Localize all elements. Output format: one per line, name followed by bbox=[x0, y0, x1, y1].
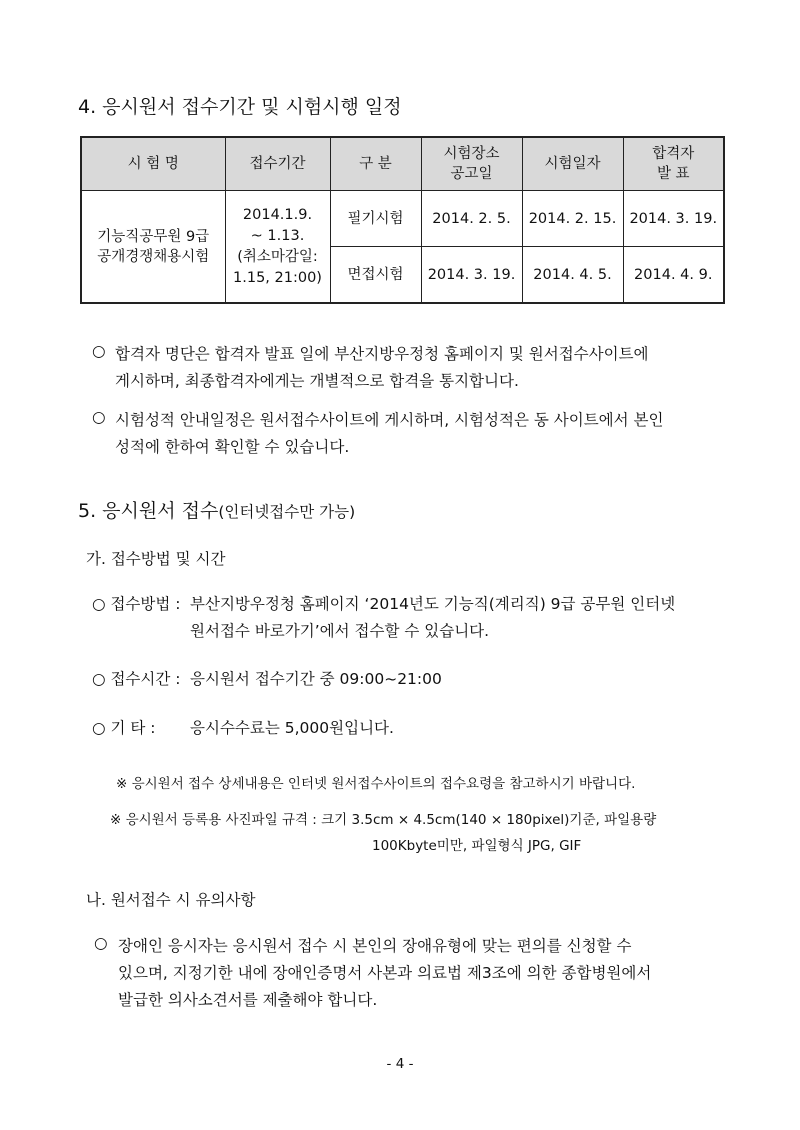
type-cell: 필기시험 bbox=[330, 191, 421, 247]
remark-text: ※ 응시원서 접수 상세내용은 인터넷 원서접수사이트의 접수요령을 참고하시기 바랍니다. bbox=[116, 776, 636, 792]
note-text: 있으며, 지정기한 내에 장애인증명서 사본과 의료법 제3조에 의한 종합병원에서 bbox=[118, 964, 652, 982]
note-text: 성적에 한하여 확인할 수 있습니다. bbox=[115, 438, 350, 456]
venue-cell: 2014. 2. 5. bbox=[421, 191, 522, 247]
time-label: ○ 접수시간 : bbox=[92, 670, 181, 688]
note-bullet: ○ bbox=[92, 342, 106, 360]
header-result: 합격자 발 표 bbox=[623, 137, 724, 191]
section-5-title: 5. 응시원서 접수 bbox=[78, 500, 219, 522]
subsection-b-title: 나. 원서접수 시 유의사항 bbox=[86, 891, 256, 909]
page-number: - 4 - bbox=[386, 1056, 414, 1072]
note-bullet: ○ bbox=[92, 408, 106, 426]
remark-text: 100Kbyte미만, 파일형식 JPG, GIF bbox=[372, 838, 582, 854]
venue-cell: 2014. 3. 19. bbox=[421, 247, 522, 304]
etc-value: 응시수수료는 5,000원입니다. bbox=[190, 719, 394, 737]
result-cell: 2014. 3. 19. bbox=[623, 191, 724, 247]
result-cell: 2014. 4. 9. bbox=[623, 247, 724, 304]
exam-schedule-table bbox=[80, 136, 725, 304]
section-5-heading bbox=[78, 496, 355, 523]
header-exam-name: 시 험 명 bbox=[81, 137, 225, 191]
table-row bbox=[81, 191, 724, 247]
remark-text: ※ 응시원서 등록용 사진파일 규격 : 크기 3.5cm × 4.5cm(140 × 180pixel)기준, 파일용량 bbox=[110, 812, 657, 828]
type-cell: 면접시험 bbox=[330, 247, 421, 304]
method-text: 부산지방우정청 홈페이지 ‘2014년도 기능직(계리직) 9급 공무원 인터넷 bbox=[190, 595, 676, 613]
table-header-row bbox=[81, 137, 724, 191]
note-bullet: ○ bbox=[94, 934, 108, 952]
note-text: 게시하며, 최종합격자에게는 개별적으로 합격을 통지합니다. bbox=[115, 372, 519, 390]
period-cell: 2014.1.9. ~ 1.13. (취소마감일: 1.15, 21:00) bbox=[225, 191, 330, 304]
note-text: 장애인 응시자는 응시원서 접수 시 본인의 장애유형에 맞는 편의를 신청할 수 bbox=[118, 937, 632, 955]
method-text: 원서접수 바로가기’에서 접수할 수 있습니다. bbox=[190, 622, 490, 640]
header-exam-date: 시험일자 bbox=[522, 137, 623, 191]
header-type: 구 분 bbox=[330, 137, 421, 191]
date-cell: 2014. 2. 15. bbox=[522, 191, 623, 247]
subsection-a-title: 가. 접수방법 및 시간 bbox=[86, 550, 226, 568]
note-text: 발급한 의사소견서를 제출해야 합니다. bbox=[118, 991, 378, 1009]
header-period: 접수기간 bbox=[225, 137, 330, 191]
date-cell: 2014. 4. 5. bbox=[522, 247, 623, 304]
method-label: ○ 접수방법 : bbox=[92, 595, 181, 613]
header-venue-notice: 시험장소 공고일 bbox=[421, 137, 522, 191]
section-5-title-note: (인터넷접수만 가능) bbox=[218, 503, 356, 521]
note-text: 시험성적 안내일정은 원서접수사이트에 게시하며, 시험성적은 동 사이트에서 본인 bbox=[115, 411, 664, 429]
etc-label: ○ 기 타 : bbox=[92, 719, 156, 737]
section-4-title: 4. 응시원서 접수기간 및 시험시행 일정 bbox=[78, 96, 402, 118]
time-value: 응시원서 접수기간 중 09:00~21:00 bbox=[190, 670, 442, 688]
note-text: 합격자 명단은 합격자 발표 일에 부산지방우정청 홈페이지 및 원서접수사이트에 bbox=[115, 345, 649, 363]
exam-name-cell: 기능직공무원 9급 공개경쟁채용시험 bbox=[81, 191, 225, 304]
